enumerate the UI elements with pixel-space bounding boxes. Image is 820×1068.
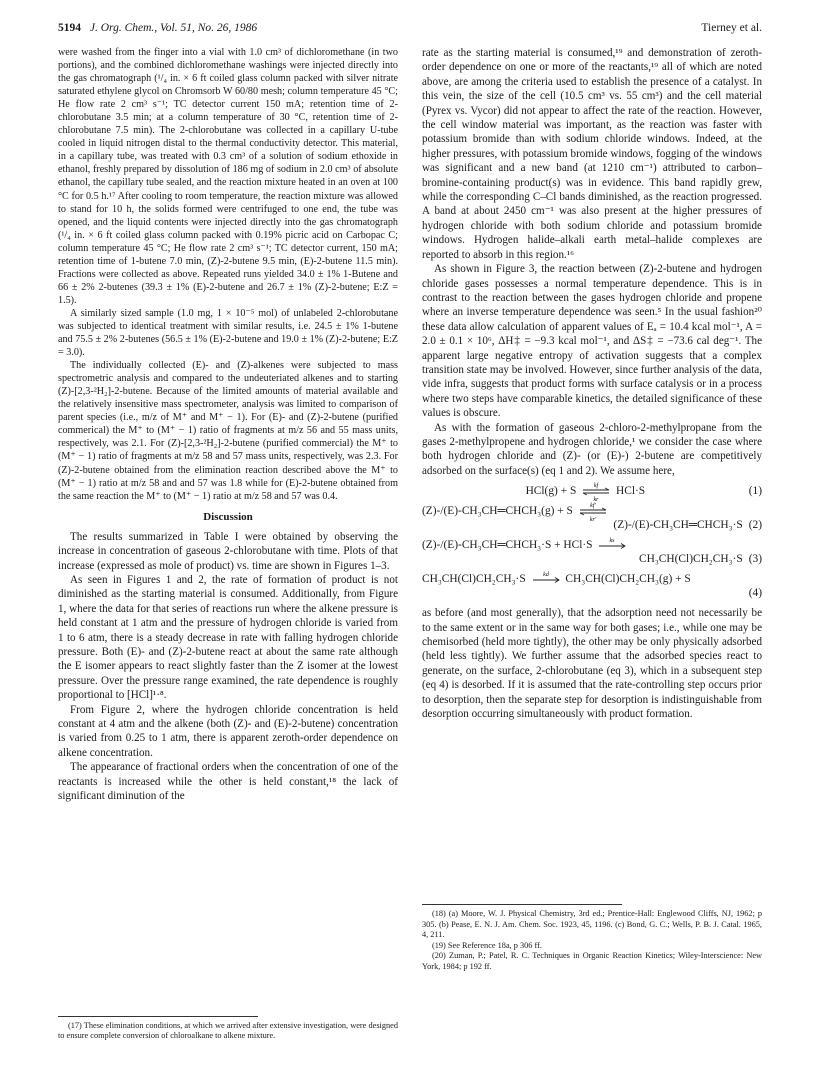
discussion-paragraph-4: The appearance of fractional orders when the concentration of one of the reactants is increased while the other is held constant,¹⁸ the lack of significant diminution of the xyxy=(58,761,398,802)
eq2-product: (Z)-/(E)-CH₃CH═CHCH₃·S xyxy=(613,519,743,532)
equation-4 xyxy=(422,572,762,600)
equation-3 xyxy=(422,538,762,566)
header-authors: Tierney et al. xyxy=(701,22,762,34)
equilibrium-arrow-icon xyxy=(579,502,607,522)
eq4-product: CH₃CH(Cl)CH₂CH₃(g) + S xyxy=(565,573,691,586)
experimental-paragraph-3: The individually collected (E)- and (Z)-alkenes were subjected to mass spectrometric analysis and compared to the undeuteriated alkenes and to starting (Z)-[2,3-²H₂]-2-butene. Because of the limited amounts of material available and the relatively insensitive mass spectrometer, analysis was limited to comparison of parent species (i.e., m/z of M⁺ and M⁺ − 1). For (E)- and (Z)-2-butene (purified commerical) the M⁺ to (M⁺ − 1) ratio of fragments at m/z 56 and 55 mass units, respectively, was 2.1. For (Z)-[2,3-²H₂]-2-butene (purified commercial) the M⁺ to (M⁺ − 1) ratio of fragments at m/z 58 and 57 mass units, respectively, was 2.3. For (Z)-2-butene obtained from the elimination reaction described above the M⁺ to (M⁺ − 1) ratio at m/z 58 and and 57 was 1.8 while for (E)-2-butene obtained from the same reaction the M⁺ to (M⁺ − 1) ratio at m/z 58 and 57 was 0.4. xyxy=(58,360,398,502)
footnote-18: (18) (a) Moore, W. J. Physical Chemistry, 3rd ed.; Prentice-Hall: Englewood Cliffs, NJ, 1962; p 305. (b) Pease, E. N. J. Am. Chem. Soc. 1923, 45, 1196. (c) Bond, G. C.; Wells, P. B. J. Catal. 1965, 4, 211. xyxy=(422,909,762,940)
reaction-arrow-icon xyxy=(532,571,560,586)
running-header xyxy=(58,22,762,40)
eq1-number: (1) xyxy=(748,485,762,498)
footnotes-right xyxy=(422,904,762,973)
page-number: 5194 xyxy=(58,22,81,34)
footnote-rule xyxy=(422,904,622,905)
footnote-17: (17) These elimination conditions, at which we arrived after extensive investigation, were designed to ensure complete conversion of chloroalkane to alkene mixture. xyxy=(58,1021,398,1041)
eq3-reactants: (Z)-/(E)-CH₃CH═CHCH₃·S + HCl·S xyxy=(422,539,593,552)
eq4-number: (4) xyxy=(748,587,762,600)
footnotes-left xyxy=(58,1016,398,1042)
eq2-reactants: (Z)-/(E)-CH₃CH═CHCH₃(g) + S xyxy=(422,505,573,518)
footnote-20: (20) Zuman, P.; Patel, R. C. Techniques in Organic Reaction Kinetics; Wiley-Interscience: New York, 1984; p 192 ff. xyxy=(422,951,762,971)
eq3-number: (3) xyxy=(748,553,762,566)
eq2-number: (2) xyxy=(748,519,762,532)
eq1-product: HCl·S xyxy=(616,485,646,498)
discussion-paragraph-3: From Figure 2, where the hydrogen chloride concentration is held constant at 4 atm and the alkene (both (Z)- and (E)-2-butene) concentration is varied from 0.25 to 1 atm, there is apparent zeroth-order dependence on alkene concentration. xyxy=(58,703,398,759)
reaction-arrow-icon xyxy=(598,537,626,552)
svg-text:kr: kr xyxy=(593,496,599,502)
footnote-rule xyxy=(58,1016,258,1017)
discussion-paragraph-7: As with the formation of gaseous 2-chloro-2-methylpropane from the gases 2-methylpropene and hydrogen chloride,¹ we consider the case where both hydrogen chloride and (Z)- (or (E)-) 2-butene are competitively adsorbed on the surface(s) (eq 1 and 2). We assume here, xyxy=(422,421,762,477)
eq3-product: CH₃CH(Cl)CH₂CH₃·S xyxy=(639,553,743,566)
eq4-reactant: CH₃CH(Cl)CH₂CH₃·S xyxy=(422,573,526,586)
section-title-discussion: Discussion xyxy=(203,510,253,523)
experimental-paragraph-1: were washed from the finger into a vial with 1.0 cm³ of dichloromethane (in two portions), and the combined dichloromethane washings were injected directly into the gas chromatograph (¹/₄ in. × 6 ft coiled glass column packed with silver nitrate saturated ethylene glycol on Chromsorb W 60/80 mesh; column temperature 45 °C; He flow rate 2 cm³ s⁻¹; TC detector current 150 mA; retention time of 2-chlorobutane 3.5 min; at a column temperature of 30 °C, retention time of 2-chlorobutane 7.5 min). The 2-chlorobutane was collected in a capillary U-tube cooled in liquid nitrogen distal to the thermal conductivity detector. This material, in a capillary tube, was treated with 0.3 cm³ of a solution of sodium ethoxide in ethanol, freshly prepared by dissolution of 186 mg of sodium in 2.0 cm³ of absolute ethanol, the capillary tube sealed, and the reaction mixture heated in an oven at 100 °C for 0.5 h.¹⁷ After cooling to room temperature, the reaction mixture was allowed to stand for 10 h, the solids formed were centrifuged to one end, the tube was opened, and the liquid contents were injected directly into the gas chromatograph (¹/₄ in. × 6 ft coiled glass column packed with 0.19% picric acid on Carbopac C; column temperature 45 °C; He flow rate 2 cm³ s⁻¹; TC detector current, 150 mA; retention time of 1-butene 7.0 min, (Z)-2-butene 9.5 min, (E)-2-butene 11.5 min). Fractions were collected as above. Repeated runs yielded 34.0 ± 1% 1-Butene and 66 ± 2% 2-butenes (39.3 ± 1% (E)-2-butene and 26.7 ± 1% (Z)-2-butene; E:Z = 1.5). xyxy=(58,47,398,306)
discussion-paragraph-6: As shown in Figure 3, the reaction between (Z)-2-butene and hydrogen chloride gases possesses a normal temperature dependence. This is in contrast to the reaction between the gases hydrogen chloride and propene where an inverse temperature dependence was seen.⁵ In the usual fashion²⁰ these data allow calculation of apparent values of Eₐ = 10.4 kcal mol⁻¹, A = 2.0 ± 0.1 × 10⁶, ΔH‡ = −9.3 kcal mol⁻¹, and ΔS‡ = −73.6 cal deg⁻¹. The apparent large negative entropy of activation suggests that a complex transition state may be involved. However, since further analysis of the data, vide infra, suggests that product forms with surface catalysis or in a process where two steps have comparable kinetics, the detailed significance of these values is obscure. xyxy=(422,263,762,420)
left-column xyxy=(58,46,398,803)
svg-text:kf: kf xyxy=(593,482,599,489)
svg-text:ks: ks xyxy=(609,537,615,544)
experimental-paragraph-2: A similarly sized sample (1.0 mg, 1 × 10⁻⁵ mol) of unlabeled 2-chlorobutane was subjected to identical treatment with similar results, i.e. 24.5 ± 1% 1-butene and 75.5 ± 2% 2-butenes (56.5 ± 1% (E)-2-butene and 19.0 ± 1% (Z)-2-butene; E:Z = 3.0). xyxy=(58,307,398,359)
header-left xyxy=(58,22,257,34)
equilibrium-arrow-icon xyxy=(582,482,610,502)
svg-text:kd: kd xyxy=(542,571,549,578)
svg-text:kr′: kr′ xyxy=(589,516,596,522)
footnote-19: (19) See Reference 18a, p 306 ff. xyxy=(432,940,542,950)
equation-2 xyxy=(422,504,762,532)
discussion-paragraph-8: as before (and most generally), that the adsorption need not necessarily be to the same extent or in the same way for both gases; i.e., while one may be chemisorbed (held more tightly), the other may be only physically adsorbed (held less tightly). We further assume that the adsorbed species react to generate, on the surface, 2-chlorobutane (eq 3), which in a subsequent step (eq 4) is desorbed. If it is assumed that the rate-controlling step occurs prior to desorption, then the separate step for desorption is indistinguishable from desorption occurring simultaneously with product formation. xyxy=(422,607,762,721)
eq1-reactants: HCl(g) + S xyxy=(525,485,577,498)
journal-citation: J. Org. Chem., Vol. 51, No. 26, 1986 xyxy=(89,22,258,34)
discussion-paragraph-2: As seen in Figures 1 and 2, the rate of formation of product is not diminished as the starting material is consumed. Additionally, from Figure 1, where the data for that series of reactions run where the alkene pressure is held constant at 1 atm and the pressure of hydrogen chloride is varied from 1 to 6 atm, there is a steady decrease in rate with falling hydrogen chloride pressure. Both (E)- and (Z)-2-butene react at about the same rate although the E isomer appears to react slightly faster than the Z isomer at the lowest pressure. Over the pressure range examined, the rate dependence is roughly proportional to [HCl]¹·⁸. xyxy=(58,573,398,702)
discussion-paragraph-5: rate as the starting material is consumed,¹⁹ and demonstration of zeroth-order dependence on one or more of the reactants,¹⁹ all of which are noted above, are among the criteria used to establish the presence of a catalyst. In this vein, the size of the cell (10.5 cm³ vs. 55 cm³) and the cell material (Pyrex vs. Vycor) did not appear to affect the rate of the reaction. However, the cell window material was important, as the reaction was faster with potassium bromide than with sodium chloride windows. Indeed, at the higher pressures, with potassium bromide windows, fogging of the windows was significant and a new band (at 1210 cm⁻¹) attributed to carbon–bromine-containing product(s) was in evidence. This band rapidly grew, while the corresponding C–Cl bands diminished, as the reaction progressed. A band at about 2450 cm⁻¹ was also present at the higher pressures of hydrogen chloride with both sodium chloride and potassium bromide windows. Hydrogen halide–alkali earth metal–halide complexes are reported to absorb in this region.¹⁶ xyxy=(422,47,762,261)
right-column xyxy=(422,46,762,721)
equation-1 xyxy=(422,482,762,502)
svg-text:kf′: kf′ xyxy=(589,502,596,509)
discussion-paragraph-1: The results summarized in Table I were obtained by observing the increase in concentration of gaseous 2-chlorobutane with time. Plots of that increase (expressed as mole of product) vs. time are shown in Figures 1–3. xyxy=(58,530,398,572)
